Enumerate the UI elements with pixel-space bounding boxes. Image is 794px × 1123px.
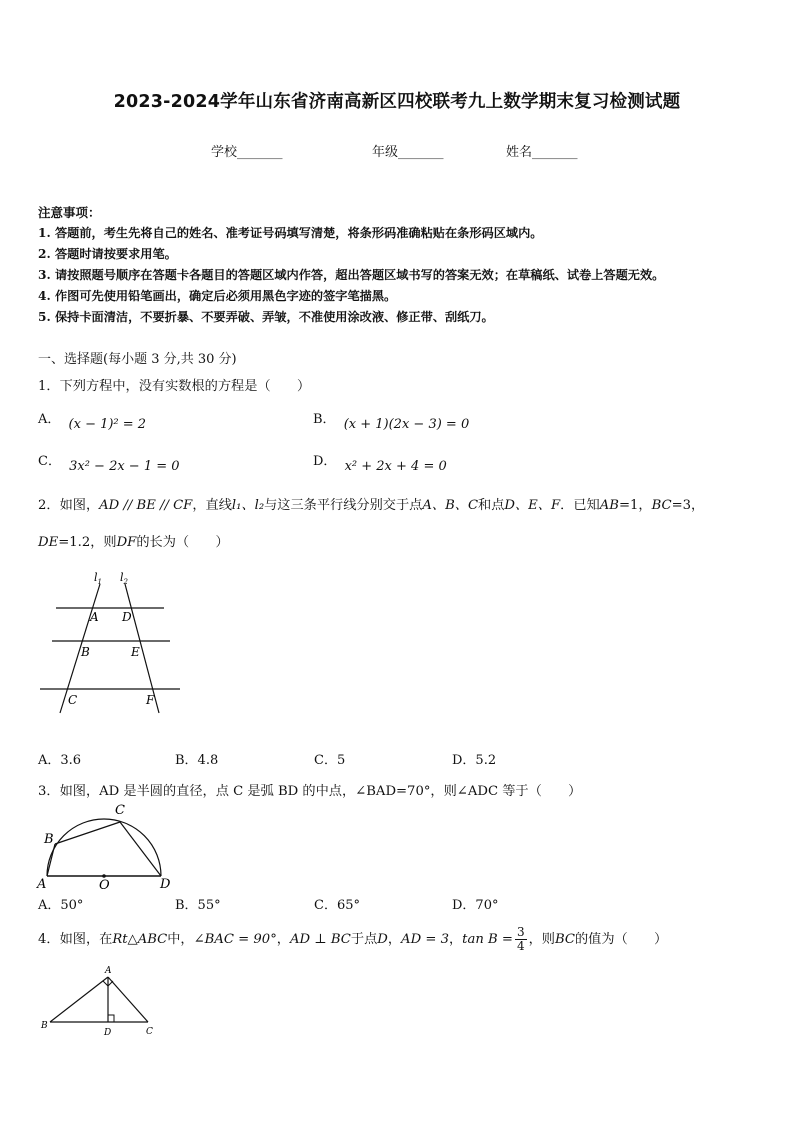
q2-option-a: A．3.6 [38,753,82,768]
grade-field: 年级_______ [372,145,444,160]
q3-semicircle-figure [34,800,178,890]
point-c-label: C [115,803,125,818]
q4-text: ，则 [528,932,555,947]
q4-text: ， [387,932,402,947]
q2-text: ，直线 [192,498,232,513]
q2-math: DF [116,535,137,550]
q2-math: l₁、l₂ [231,498,265,513]
q4-math: ∠BAC = 90° [193,932,277,947]
q1-option-b [313,408,470,432]
q2-option-b: B．4.8 [175,753,219,768]
note-item: 5. 保持卡面清洁，不要折暴、不要弄破、弄皱，不准使用涂改液、修正带、刮纸刀。 [38,310,494,324]
point-e-label: E [131,645,140,659]
q4-text: ， [276,932,290,947]
point-c-label: C [146,1027,153,1037]
q4-math: AD = 3 [401,932,449,947]
q3-option-b: B．55° [175,898,221,913]
l2-label: $l_2$ [120,571,128,586]
q2-text: =1， [618,498,652,513]
point-d-label: D [122,610,132,624]
q2-math: A、B、C [422,498,479,513]
q2-text: =1.2，则 [58,535,117,550]
point-d-label: D [160,877,171,890]
page-title: 2023-2024学年山东省济南高新区四校联考九上数学期末复习检测试题 [113,92,681,112]
q2-option-d: D．5.2 [452,753,497,768]
q1-option-d [313,450,447,474]
point-a-label: A [105,966,112,976]
q4-text: 的值为（ ） [574,932,668,947]
point-b-label: B [81,645,90,659]
note-item: 1. 答题前，考生先将自己的姓名、准考证号码填写清楚，将条形码准确粘贴在条形码区域内。 [38,226,543,240]
option-expr: 3x² − 2x − 1 = 0 [69,459,180,474]
q4-triangle-figure [38,963,162,1039]
q3-option-d: D．70° [452,898,499,913]
q3-option-c: C．65° [314,898,360,913]
name-field: 姓名_______ [506,145,578,160]
point-a-label: A [37,877,47,890]
q4-math: D [377,932,388,947]
point-o-label: O [99,878,110,890]
q2-text: ．已知 [560,498,600,513]
q4-math: Rt△ABC [112,932,168,947]
school-field: 学校_______ [211,145,283,160]
q4-math: tan B = [462,932,513,947]
option-label: C． [38,454,61,469]
q2-math: BC [651,498,672,513]
q3-option-a: A．50° [38,898,84,913]
q2-math: D、E、F [504,498,561,513]
note-item: 3. 请按照题号顺序在答题卡各题目的答题区域内作答，超出答题区域书写的答案无效；在草稿纸、试卷上答题无效。 [38,268,665,282]
q2-stem [38,494,704,513]
notes-heading: 注意事项： [38,205,101,220]
q2-text: 2．如图， [38,498,100,513]
q4-math: BC [554,932,575,947]
q2-math: AD // BE // CF [99,498,193,513]
option-expr: (x − 1)² = 2 [68,417,147,432]
q2-text: 的长为（ ） [136,535,229,550]
q2-math: DE [38,535,59,550]
q2-text: 和点 [478,498,505,513]
point-b-label: B [44,832,54,847]
q2-text: 与这三条平行线分别交于点 [264,498,423,513]
point-a-label: A [90,610,99,624]
point-b-label: B [41,1021,48,1031]
q2-text: =3， [671,498,705,513]
q4-text: 中， [167,932,194,947]
q4-text: 于点 [350,932,378,947]
q4-math: AD ⊥ BC [289,932,351,947]
q2-option-c: C．5 [314,753,346,768]
l1-label: $l_1$ [94,571,102,586]
point-c-label: C [68,693,78,707]
fraction-numerator: 3 [516,925,525,939]
point-d-label: D [104,1028,112,1038]
note-item: 2. 答题时请按要求用笔。 [38,247,177,261]
fraction-denominator: 4 [516,939,525,953]
q1-stem: 1．下列方程中，没有实数根的方程是（ ） [38,379,311,394]
q1-option-a [38,408,147,432]
q4-fraction [515,926,527,953]
q1-option-c [38,450,180,474]
option-label: B． [313,412,336,427]
q4-text: ， [448,932,463,947]
q2-parallel-lines-figure [36,566,188,722]
q4-stem [38,923,667,957]
q2-stem-line2 [38,531,229,550]
option-label: D． [313,454,337,469]
note-item: 4. 作图可先使用铅笔画出，确定后必须用黑色字迹的签字笔描黑。 [38,289,397,303]
q4-text: 4．如图，在 [38,932,113,947]
point-f-label: F [146,693,155,707]
option-expr: (x + 1)(2x − 3) = 0 [343,417,470,432]
q3-stem: 3．如图，AD 是半圆的直径，点 C 是弧 BD 的中点，∠BAD=70°，则∠ADC 等于（ ） [38,784,582,799]
option-expr: x² + 2x + 4 = 0 [344,459,447,474]
section-heading: 一、选择题(每小题 3 分,共 30 分) [38,352,237,367]
q2-math: AB [599,498,619,513]
option-label: A． [38,412,61,427]
